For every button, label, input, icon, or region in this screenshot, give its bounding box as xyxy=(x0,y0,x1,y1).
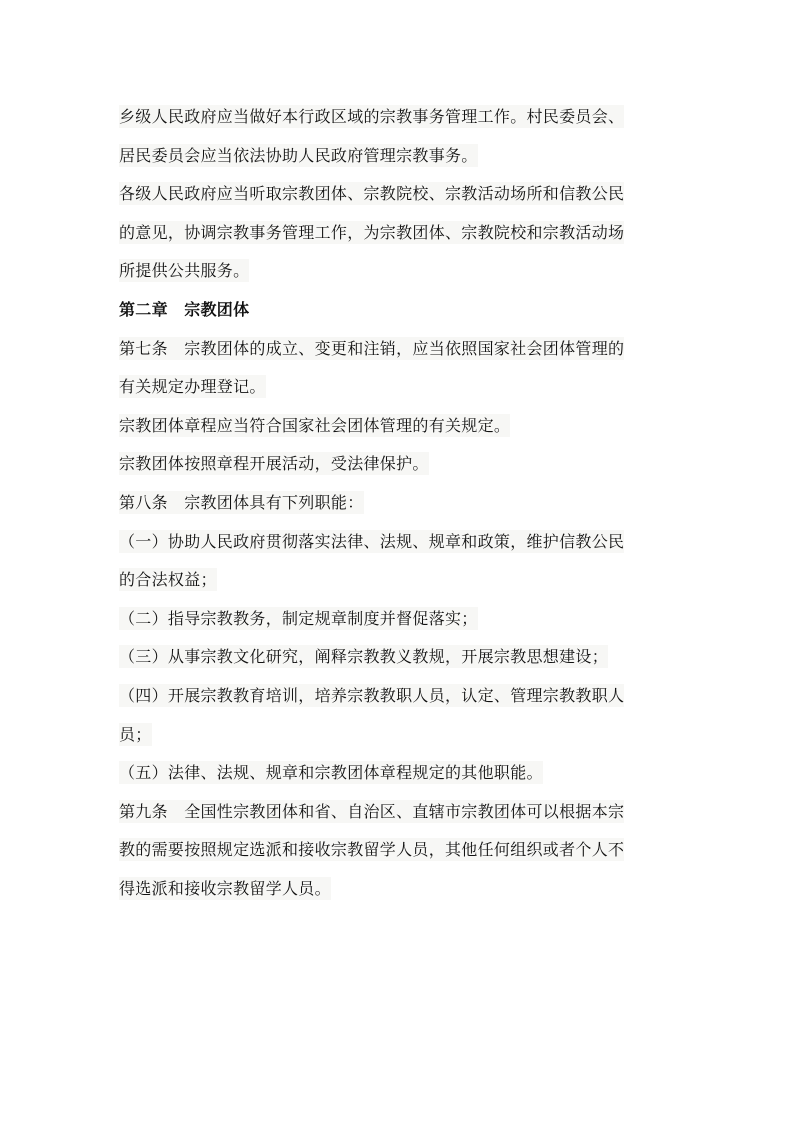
article-9-line: 第九条 全国性宗教团体和省、自治区、直辖市宗教团体可以根据本宗 xyxy=(119,801,625,821)
list-item-2: （二）指导宗教教务，制定规章制度并督促落实； xyxy=(119,608,478,628)
text-line: 教的需要按照规定选派和接收宗教留学人员，其他任何组织或者个人不 xyxy=(119,840,625,860)
list-item-1: （一）协助人民政府贯彻落实法律、法规、规章和政策，维护信教公民 xyxy=(119,531,625,551)
chapter-heading: 第二章 宗教团体 xyxy=(119,299,250,319)
article-7-line: 第七条 宗教团体的成立、变更和注销，应当依照国家社会团体管理的 xyxy=(119,338,625,358)
text-line: 居民委员会应当依法协助人民政府管理宗教事务。 xyxy=(119,145,478,165)
text-line: 的意见，协调宗教事务管理工作，为宗教团体、宗教院校和宗教活动场 xyxy=(119,222,625,242)
text-line: 宗教团体章程应当符合国家社会团体管理的有关规定。 xyxy=(119,415,511,435)
document-body xyxy=(119,98,689,908)
article-8-line: 第八条 宗教团体具有下列职能： xyxy=(119,492,364,512)
text-line: 员； xyxy=(119,724,152,744)
list-item-3: （三）从事宗教文化研究，阐释宗教教义教规，开展宗教思想建设； xyxy=(119,647,609,667)
list-item-5: （五）法律、法规、规章和宗教团体章程规定的其他职能。 xyxy=(119,763,543,783)
text-line: 得选派和接收宗教留学人员。 xyxy=(119,878,331,898)
text-line: 宗教团体按照章程开展活动，受法律保护。 xyxy=(119,454,429,474)
text-line: 的合法权益； xyxy=(119,570,217,590)
text-line: 各级人民政府应当听取宗教团体、宗教院校、宗教活动场所和信教公民 xyxy=(119,184,625,204)
text-line: 所提供公共服务。 xyxy=(119,261,250,281)
text-line: 乡级人民政府应当做好本行政区域的宗教事务管理工作。村民委员会、 xyxy=(119,107,625,126)
list-item-4: （四）开展宗教教育培训，培养宗教教职人员，认定、管理宗教教职人 xyxy=(119,685,625,705)
text-line: 有关规定办理登记。 xyxy=(119,377,266,397)
